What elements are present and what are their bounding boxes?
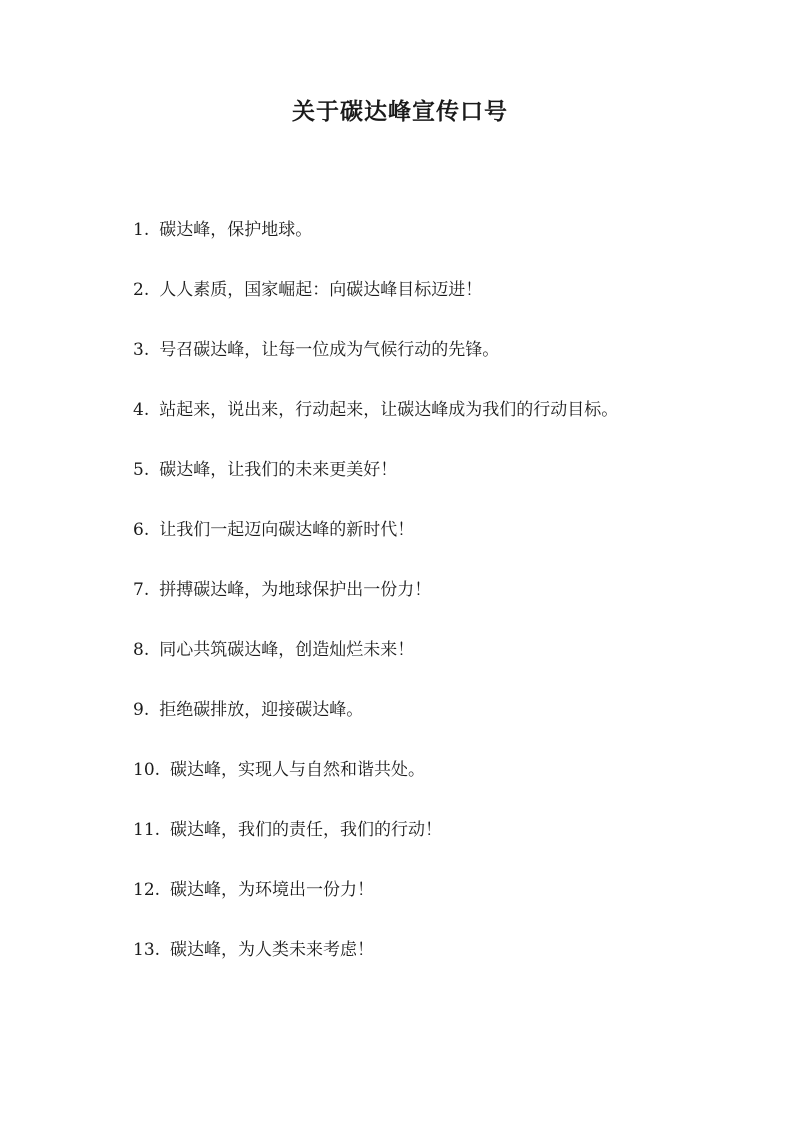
list-item: [133, 333, 753, 393]
list-item: [133, 693, 753, 753]
list-item: [133, 813, 753, 873]
item-number: 6.: [133, 520, 150, 540]
page-title: 关于碳达峰宣传口号: [292, 98, 508, 125]
item-number: 1.: [133, 220, 150, 240]
list-item: [133, 393, 753, 453]
list-item: [133, 213, 753, 273]
list-item: [133, 573, 753, 633]
item-text: 碳达峰，为环境出一份力！: [170, 880, 375, 900]
item-text: 让我们一起迈向碳达峰的新时代！: [159, 520, 415, 540]
item-number: 9.: [133, 700, 150, 720]
list-item: [133, 633, 753, 693]
item-text: 碳达峰，保护地球。: [159, 220, 313, 240]
list-item: [133, 933, 753, 993]
slogan-list: [133, 213, 753, 993]
item-number: 11.: [133, 820, 161, 840]
item-text: 碳达峰，实现人与自然和谐共处。: [170, 760, 426, 780]
item-text: 号召碳达峰，让每一位成为气候行动的先锋。: [159, 340, 500, 360]
item-number: 10.: [133, 760, 161, 780]
item-number: 7.: [133, 580, 150, 600]
item-number: 3.: [133, 340, 150, 360]
item-text: 站起来，说出来，行动起来，让碳达峰成为我们的行动目标。: [159, 400, 619, 420]
item-text: 碳达峰，让我们的未来更美好！: [159, 460, 398, 480]
item-number: 4.: [133, 400, 150, 420]
list-item: [133, 513, 753, 573]
item-number: 12.: [133, 880, 161, 900]
item-text: 同心共筑碳达峰，创造灿烂未来！: [159, 640, 415, 660]
list-item: [133, 873, 753, 933]
item-number: 2.: [133, 280, 150, 300]
list-item: [133, 273, 753, 333]
item-number: 5.: [133, 460, 150, 480]
list-item: [133, 453, 753, 513]
item-text: 拒绝碳排放，迎接碳达峰。: [159, 700, 364, 720]
item-text: 碳达峰，我们的责任，我们的行动！: [170, 820, 443, 840]
item-text: 人人素质，国家崛起：向碳达峰目标迈进！: [159, 280, 483, 300]
item-number: 13.: [133, 940, 161, 960]
item-text: 拼搏碳达峰，为地球保护出一份力！: [159, 580, 432, 600]
list-item: [133, 753, 753, 813]
item-text: 碳达峰，为人类未来考虑！: [170, 940, 375, 960]
item-number: 8.: [133, 640, 150, 660]
